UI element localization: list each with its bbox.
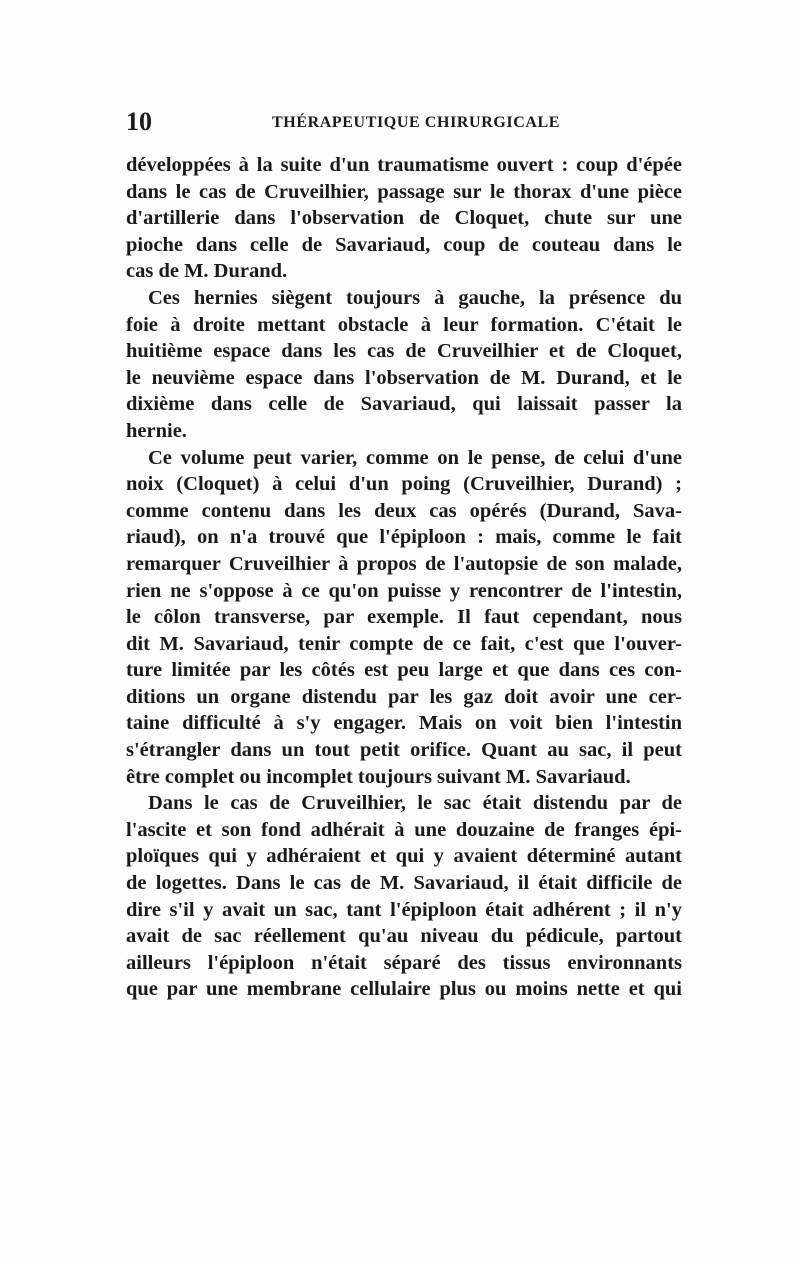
text-line: remarquer Cruveilhier à propos de l'autopsie de son malade, — [126, 552, 682, 575]
text-line: s'étrangler dans un tout petit orifice. Quant au sac, il peut — [126, 739, 682, 762]
text-line: hernie. — [126, 419, 187, 442]
text-line: Dans le cas de Cruveilhier, le sac était distendu par de — [148, 792, 682, 815]
text-line: d'artillerie dans l'observation de Cloquet, chute sur une — [126, 207, 682, 230]
running-title: THÉRAPEUTIQUE CHIRURGICALE — [272, 114, 561, 131]
text-line: dixième dans celle de Savariaud, qui laissait passer la — [126, 393, 682, 416]
text-line: comme contenu dans les deux cas opérés (Durand, Sava- — [126, 499, 682, 522]
text-line: l'ascite et son fond adhérait à une douzaine de franges épi- — [126, 818, 682, 841]
text-line: le côlon transverse, par exemple. Il faut cependant, nous — [126, 606, 682, 629]
text-line: avait de sac réellement qu'au niveau du pédicule, partout — [126, 925, 682, 948]
text-line: Ces hernies siègent toujours à gauche, la présence du — [148, 286, 682, 309]
text-line: noix (Cloquet) à celui d'un poing (Cruveilhier, Durand) ; — [126, 473, 682, 496]
text-line: pioche dans celle de Savariaud, coup de couteau dans le — [126, 233, 682, 256]
text-line: dit M. Savariaud, tenir compte de ce fait, c'est que l'ouver- — [126, 632, 682, 655]
page-number: 10 — [126, 107, 152, 136]
body-text — [126, 152, 682, 1003]
text-line: cas de M. Durand. — [126, 260, 288, 283]
text-line: Ce volume peut varier, comme on le pense, de celui d'une — [148, 446, 682, 469]
text-line: huitième espace dans les cas de Cruveilhier et de Cloquet, — [126, 340, 682, 363]
text-line: être complet ou incomplet toujours suivant M. Savariaud. — [126, 765, 631, 788]
text-line: ailleurs l'épiploon n'était séparé des tissus environnants — [126, 951, 682, 974]
text-line: dans le cas de Cruveilhier, passage sur le thorax d'une pièce — [126, 180, 682, 203]
text-line: ditions un organe distendu par les gaz doit avoir une cer- — [126, 685, 682, 708]
text-line: le neuvième espace dans l'observation de M. Durand, et le — [126, 366, 682, 389]
text-line: riaud), on n'a trouvé que l'épiploon : mais, comme le fait — [126, 526, 682, 549]
text-line: foie à droite mettant obstacle à leur formation. C'était le — [126, 313, 682, 336]
text-line: que par une membrane cellulaire plus ou moins nette et qui — [126, 978, 682, 1001]
text-line: ture limitée par les côtés est peu large et que dans ces con- — [126, 659, 682, 682]
text-line: développées à la suite d'un traumatisme ouvert : coup d'épée — [126, 154, 682, 176]
text-line: dire s'il y avait un sac, tant l'épiploon était adhérent ; il n'y — [126, 898, 682, 921]
running-head — [126, 108, 682, 136]
text-line: ploïques qui y adhéraient et qui y avaient déterminé autant — [126, 845, 682, 868]
text-line: de logettes. Dans le cas de M. Savariaud, il était difficile de — [126, 872, 682, 895]
text-line: rien ne s'oppose à ce qu'on puisse y rencontrer de l'intestin, — [126, 579, 682, 602]
text-line: taine difficulté à s'y engager. Mais on voit bien l'intestin — [126, 712, 682, 735]
